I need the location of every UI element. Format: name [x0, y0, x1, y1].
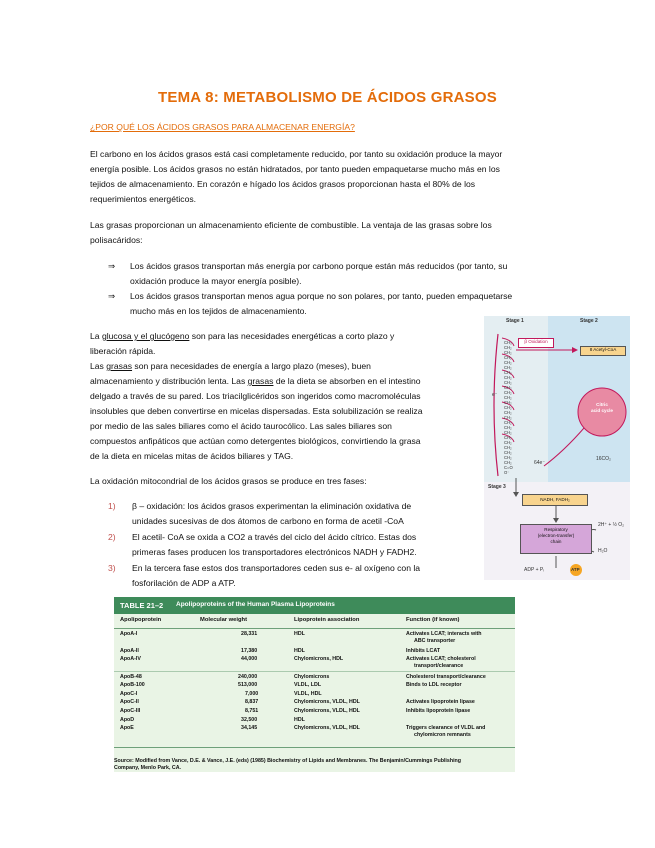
- table-header: [114, 597, 515, 614]
- text-span: Las: [90, 361, 107, 371]
- chain-unit: CH₂: [504, 345, 512, 350]
- chain-unit: CH₂: [504, 430, 512, 435]
- electron-count: 64e⁻: [534, 460, 545, 466]
- cell: VLDL, HDL: [294, 691, 322, 697]
- acetyl-coa-box: 8 Acetyl-CoA: [580, 346, 626, 356]
- water-label: H₂O: [598, 548, 608, 554]
- cell: VLDL, LDL: [294, 682, 322, 688]
- text-line: El carbono en los ácidos grasos está casi completamente reducido, por tanto su oxidación produce la mayor: [90, 149, 503, 159]
- phase-number: 1): [108, 501, 116, 511]
- cell: 32,500: [241, 717, 258, 723]
- cell: transport/clearance: [414, 662, 464, 669]
- table-rule: [114, 747, 515, 748]
- section-heading: ¿POR QUÉ LOS ÁCIDOS GRASOS PARA ALMACENAR ENERGÍA?: [90, 122, 355, 132]
- chain-unit: CH₂: [504, 460, 512, 465]
- table-source: [114, 758, 534, 772]
- beta-oxidation-box: β Oxidation: [518, 338, 554, 348]
- table-columns: [114, 614, 515, 628]
- oxygen-label: 2H⁺ + ½ O₂: [598, 522, 625, 528]
- underlined-term: glucosa y el glucógeno: [101, 331, 190, 341]
- chain-unit: CH₂: [504, 420, 512, 425]
- chain-unit: CH₂: [504, 385, 512, 390]
- chain-unit: CH₂: [504, 445, 512, 450]
- cell: chylomicron remnants: [414, 731, 471, 738]
- stage2-label: Stage 2: [580, 318, 598, 324]
- arrow-bullet-icon: ⇒: [108, 291, 116, 301]
- cell: 28,331: [241, 631, 258, 637]
- chain-unit: CH₂: [504, 370, 512, 375]
- resp-line: chain: [550, 539, 562, 544]
- text-line: [90, 329, 470, 344]
- chain-unit: CH₂: [504, 375, 512, 380]
- cell: 513,000: [238, 682, 258, 688]
- cell: Inhibits LCAT: [406, 648, 441, 654]
- cell: HDL: [294, 631, 305, 637]
- fatty-acid-chain: [504, 340, 513, 475]
- chain-unit: CH₂: [504, 450, 512, 455]
- chain-unit: CH₃: [504, 340, 512, 345]
- chain-unit: CH₂: [504, 395, 512, 400]
- cell: Activates LCAT; interacts with: [406, 631, 482, 637]
- text-line: energía posible. Los ácidos grasos no están hidratados, por tanto pueden empaquetarse mucho más en los: [90, 164, 500, 174]
- column-header: Molecular weight: [200, 617, 248, 623]
- cell: ApoA-II: [120, 648, 139, 654]
- text-line: [90, 359, 470, 374]
- stage1-label: Stage 1: [506, 318, 524, 324]
- paragraph-storage: [90, 329, 470, 464]
- phase-number: 3): [108, 563, 116, 573]
- cell: ApoC-I: [120, 691, 138, 697]
- text-line: Las grasas proporcionan un almacenamiento eficiente de combustible. La ventaja de las grasas sobre los: [90, 220, 492, 230]
- table-rule: [114, 671, 515, 672]
- text-line: [90, 374, 470, 389]
- table-rule: [114, 628, 515, 629]
- cell: ApoA-I: [120, 631, 138, 637]
- text-line: de la dieta en micelas mitas de ácidos biliares y TAG.: [90, 451, 294, 461]
- stage3-label: Stage 3: [488, 484, 506, 490]
- cell: ABC transporter: [414, 637, 456, 644]
- cell: 7,000: [245, 691, 259, 697]
- text-line: insolubles que deben convertirse en micelas dispersadas. Esta solubilización se realiza: [90, 406, 423, 416]
- text-span: La: [90, 331, 102, 341]
- atp-label: ATP: [571, 567, 580, 572]
- citric-acid-cycle-label: [588, 402, 616, 416]
- phase-item: [108, 530, 458, 560]
- adp-label: ADP + Pᵢ: [524, 567, 545, 573]
- chain-unit: CH₂: [504, 390, 512, 395]
- chain-unit: CH₂: [504, 455, 512, 460]
- phase-text: β – oxidación: los ácidos grasos experimentan la eliminación oxidativa de: [132, 501, 412, 511]
- apolipoprotein-table: [114, 597, 515, 772]
- cell: Triggers clearance of VLDL and: [406, 725, 486, 731]
- cell: Inhibits lipoprotein lipase: [406, 708, 471, 714]
- resp-line: (electron-transfer): [537, 533, 575, 538]
- cell: HDL: [294, 648, 305, 654]
- cell: Cholesterol transport/clearance: [406, 674, 486, 680]
- phase-text: En la tercera fase estos dos transportadores ceden sus e- al oxígeno con la: [132, 563, 421, 573]
- cell: Activates LCAT; cholesterol: [406, 656, 476, 662]
- chain-unit: CH₂: [504, 365, 512, 370]
- phase-item: [108, 499, 458, 529]
- text-line: compuestos anfipáticos que actúan como detergentes biológicos, convirtiendo la grasa: [90, 436, 421, 446]
- cell: 17,380: [241, 648, 258, 654]
- chain-unit: CH₂: [504, 380, 512, 385]
- cell: 44,000: [241, 656, 258, 662]
- cell: ApoC-III: [120, 708, 141, 714]
- phase-text: El acetil- CoA se oxida a CO2 a través del ciclo del ácido cítrico. Estas dos: [132, 532, 417, 542]
- underlined-term: grasas: [106, 361, 133, 371]
- text-span: son para las necesidades energéticas a corto plazo y: [189, 331, 395, 341]
- paragraph-oxidation: La oxidación mitocondrial de los ácidos grasos se produce en tres fases:: [90, 476, 367, 486]
- cell: 8,837: [245, 699, 259, 705]
- phase-number: 2): [108, 532, 116, 542]
- text-line: delgado a través de su pared. Los triacilglicéridos son ingeridos como macromoléculas: [90, 391, 421, 401]
- text-span: de la dieta se absorben en el intestino: [273, 376, 421, 386]
- bullet-text: mucho más en los tejidos de almacenamiento.: [130, 306, 307, 316]
- table-number: TABLE 21–2: [120, 601, 164, 610]
- text-span: almacenamiento y distribución lenta. Las: [90, 376, 248, 386]
- cell: ApoE: [120, 725, 134, 731]
- chain-unit: CH₂: [504, 355, 512, 360]
- table-title: Apolipoproteins of the Human Plasma Lipoproteins: [176, 601, 335, 608]
- bullet-item: [108, 259, 568, 289]
- cell: HDL: [294, 717, 305, 723]
- page-title: TEMA 8: METABOLISMO DE ÁCIDOS GRASOS: [158, 89, 497, 106]
- cell: ApoB-48: [120, 674, 142, 680]
- co2-label: 16CO₂: [596, 456, 612, 462]
- phase-text: unidades sucesivas de dos átomos de carbono en forma de acetil -CoA: [132, 516, 404, 526]
- cycle-line: Citric: [596, 402, 608, 407]
- text-line: polisacáridos:: [90, 235, 143, 245]
- cell: 240,000: [238, 674, 258, 680]
- chain-unit: CH₂: [504, 405, 512, 410]
- column-header: Apolipoprotein: [120, 617, 162, 623]
- cell: 8,751: [245, 708, 259, 714]
- phase-text: fosforilación de ADP a ATP.: [132, 578, 236, 588]
- cell: Activates lipoprotein lipase: [406, 699, 475, 705]
- cell: ApoD: [120, 717, 135, 723]
- paragraph-fats: [90, 218, 565, 248]
- chain-unit: C=O: [504, 465, 513, 470]
- source-line: Source: Modified from Vance, D.E. & Vance, J.E. (eds) (1985) Biochemistry of Lipids and Membranes. The Benjamin/Cummings Publishing: [114, 758, 462, 764]
- cell: ApoC-II: [120, 699, 139, 705]
- text-line: tejidos de almacenamiento. En corazón e hígado los ácidos grasos proporcionan hasta el 80% de los: [90, 179, 476, 189]
- bullet-text: Los ácidos grasos transportan más energía por carbono porque están más reducidos (por tanto, su: [130, 261, 508, 271]
- resp-line: Respiratory: [544, 527, 568, 532]
- source-line: Company, Menlo Park, CA.: [114, 765, 182, 771]
- bullet-text: Los ácidos grasos transportan menos agua porque no son polares, por tanto, pueden empaquetarse: [130, 291, 513, 301]
- chain-unit: CH₂: [504, 425, 512, 430]
- electron-label: e⁻: [492, 392, 498, 398]
- bullet-text: oxidación produce la mayor energía posible).: [130, 276, 302, 286]
- chain-unit: CH₂: [504, 360, 512, 365]
- bullet-item: [108, 289, 568, 319]
- cell: ApoA-IV: [120, 656, 141, 662]
- cell: Chylomicrons, VLDL, HDL: [294, 725, 360, 731]
- cell: Chylomicrons, VLDL, HDL: [294, 708, 360, 714]
- paragraph-carbon: [90, 147, 565, 207]
- cell: ApoB-100: [120, 682, 145, 688]
- phase-text: primeras fases producen los transportadores electrónicos NADH y FADH2.: [132, 547, 417, 557]
- chain-unit: CH₂: [504, 440, 512, 445]
- arrow-bullet-icon: ⇒: [108, 261, 116, 271]
- chain-unit: O⁻: [504, 470, 510, 475]
- underlined-term: grasas: [247, 376, 274, 386]
- column-header: Lipoprotein association: [294, 617, 360, 623]
- cell: 34,145: [241, 725, 258, 731]
- text-line: por medio de las sales biliares como el ácido taurocólico. Las sales biliares son: [90, 421, 392, 431]
- chain-unit: CH₂: [504, 435, 512, 440]
- chain-unit: CH₂: [504, 350, 512, 355]
- chain-unit: CH₂: [504, 415, 512, 420]
- cell: Chylomicrons, HDL: [294, 656, 344, 662]
- text-line: requerimientos energéticos.: [90, 194, 197, 204]
- cycle-line: acid cycle: [591, 408, 613, 413]
- cell: Chylomicrons, VLDL, HDL: [294, 699, 360, 705]
- oxidation-stages-figure: [484, 316, 630, 580]
- cell: Chylomicrons: [294, 674, 330, 680]
- cell: Binds to LDL receptor: [406, 682, 462, 688]
- text-span: son para necesidades de energía a largo plazo (meses), buen: [132, 361, 371, 371]
- column-header: Function (if known): [406, 617, 460, 623]
- chain-unit: CH₂: [504, 400, 512, 405]
- phase-item: [108, 561, 458, 591]
- chain-unit: CH₂: [504, 410, 512, 415]
- respiratory-chain-box: [520, 524, 592, 554]
- text-line: liberación rápida.: [90, 346, 156, 356]
- nadh-box: NADH, FADH₂: [522, 494, 588, 506]
